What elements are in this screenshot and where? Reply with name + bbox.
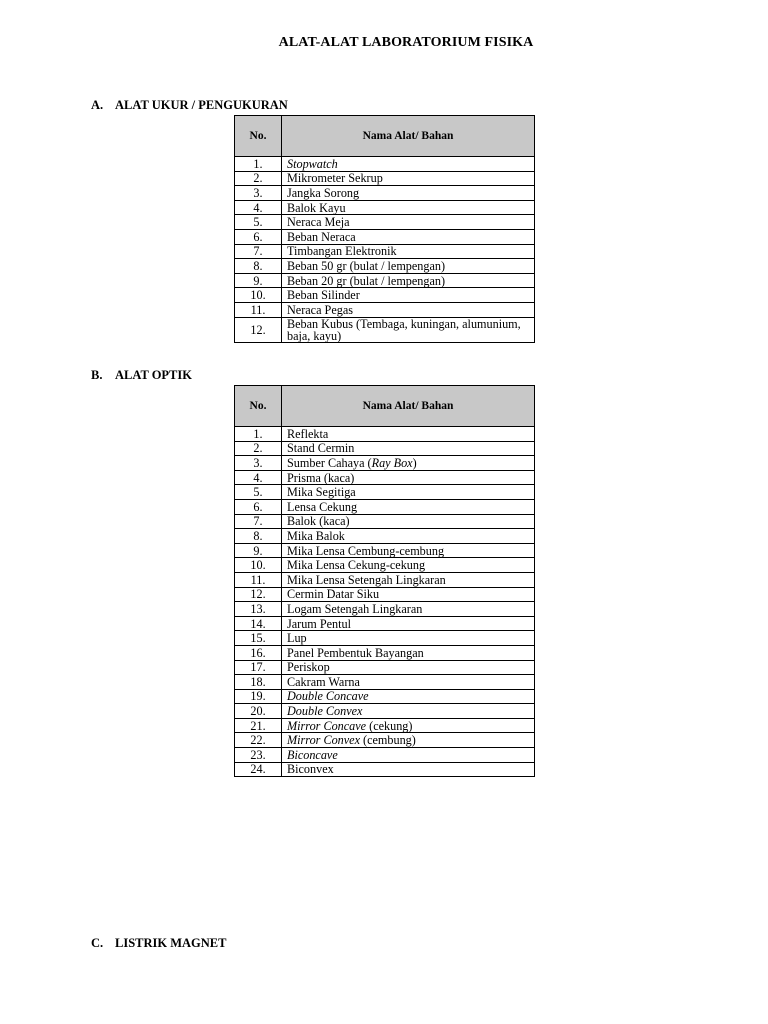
item-name-text: ) [412, 455, 417, 470]
item-name-text: Mika Balok [287, 528, 345, 543]
item-name [282, 529, 535, 544]
item-name [282, 748, 535, 763]
section-letter: B. [91, 368, 103, 382]
item-name-text: (cekung) [366, 718, 413, 733]
item-name [282, 718, 535, 733]
item-name-text: Neraca Pegas [287, 302, 353, 317]
item-name [282, 244, 535, 259]
item-name-text: Mika Lensa Setengah Lingkaran [287, 572, 446, 587]
item-name-text: Sumber Cahaya ( [287, 455, 372, 470]
row-number: 9. [235, 273, 282, 288]
row-number: 3. [235, 186, 282, 201]
section-heading-c [91, 936, 226, 951]
item-name [282, 762, 535, 777]
section-heading-b [91, 368, 192, 383]
item-name-text: Balok Kayu [287, 200, 346, 215]
item-name [282, 645, 535, 660]
table-row [235, 587, 535, 602]
item-name-text: Stopwatch [287, 156, 338, 171]
section-heading-a [91, 98, 288, 113]
table-row [235, 470, 535, 485]
item-name [282, 499, 535, 514]
table-row [235, 441, 535, 456]
table-row [235, 543, 535, 558]
row-number: 6. [235, 229, 282, 244]
row-number: 17. [235, 660, 282, 675]
table-row [235, 157, 535, 172]
table-row [235, 229, 535, 244]
table-row [235, 529, 535, 544]
item-name-text: Beban Silinder [287, 288, 360, 303]
column-header-name: Nama Alat/ Bahan [282, 386, 535, 427]
row-number: 2. [235, 441, 282, 456]
row-number: 21. [235, 718, 282, 733]
table-row [235, 244, 535, 259]
item-name-text: Mirror Concave [287, 718, 367, 733]
item-name-text: Prisma (kaca) [287, 470, 355, 485]
item-name [282, 572, 535, 587]
table-row [235, 427, 535, 442]
table-row [235, 631, 535, 646]
item-name-text: Beban 20 gr (bulat / lempengan) [287, 273, 446, 288]
item-name [282, 704, 535, 719]
row-number: 7. [235, 514, 282, 529]
row-number: 4. [235, 200, 282, 215]
table-row [235, 200, 535, 215]
table-row [235, 675, 535, 690]
item-name-text: Periskop [287, 660, 330, 675]
item-name [282, 558, 535, 573]
item-name-text: Timbangan Elektronik [287, 244, 397, 259]
table-row [235, 215, 535, 230]
item-name-text: Beban Kubus (Tembaga, kuningan, alumunium, baja, kayu) [287, 316, 521, 343]
row-number: 6. [235, 499, 282, 514]
equipment-table-a [234, 115, 535, 343]
item-name-text: Mika Segitiga [287, 485, 356, 500]
item-name [282, 470, 535, 485]
item-name-text: Stand Cermin [287, 441, 355, 456]
row-number: 19. [235, 689, 282, 704]
item-name-text: Lup [287, 631, 307, 646]
table-row [235, 733, 535, 748]
item-name [282, 660, 535, 675]
item-name [282, 200, 535, 215]
item-name [282, 631, 535, 646]
table-row [235, 572, 535, 587]
row-number: 16. [235, 645, 282, 660]
item-name [282, 441, 535, 456]
row-number: 4. [235, 470, 282, 485]
item-name [282, 602, 535, 617]
item-name-text: Mika Lensa Cembung-cembung [287, 543, 445, 558]
column-header-no: No. [235, 116, 282, 157]
item-name [282, 689, 535, 704]
row-number: 11. [235, 572, 282, 587]
item-name-text: Mika Lensa Cekung-cekung [287, 558, 426, 573]
table-row [235, 748, 535, 763]
table-row [235, 171, 535, 186]
table-row [235, 660, 535, 675]
item-name-text: Beban Neraca [287, 229, 356, 244]
table-row [235, 718, 535, 733]
table-row [235, 558, 535, 573]
row-number: 3. [235, 456, 282, 471]
item-name-text: Reflekta [287, 426, 329, 441]
table-row [235, 616, 535, 631]
item-name [282, 273, 535, 288]
item-name-text: Neraca Meja [287, 215, 350, 230]
document-title: ALAT-ALAT LABORATORIUM FISIKA [278, 35, 534, 50]
item-name-text: Biconvex [287, 762, 334, 777]
row-number: 12. [235, 317, 282, 342]
item-name-text: Mikrometer Sekrup [287, 171, 383, 186]
item-name-text: Lensa Cekung [287, 499, 358, 514]
item-name-text: Jarum Pentul [287, 616, 351, 631]
row-number: 2. [235, 171, 282, 186]
table-row [235, 689, 535, 704]
table-row [235, 485, 535, 500]
item-name-text: Logam Setengah Lingkaran [287, 601, 423, 616]
item-name [282, 675, 535, 690]
item-name [282, 302, 535, 317]
row-number: 12. [235, 587, 282, 602]
row-number: 8. [235, 529, 282, 544]
row-number: 22. [235, 733, 282, 748]
item-name-text: Mirror Convex [287, 733, 360, 748]
item-name [282, 733, 535, 748]
item-name [282, 186, 535, 201]
item-name [282, 288, 535, 303]
table-row [235, 186, 535, 201]
item-name [282, 587, 535, 602]
row-number: 23. [235, 748, 282, 763]
table-row [235, 645, 535, 660]
table-row [235, 456, 535, 471]
table-row [235, 514, 535, 529]
item-name [282, 259, 535, 274]
item-name [282, 543, 535, 558]
table-row [235, 317, 535, 342]
row-number: 5. [235, 485, 282, 500]
item-name-text: Panel Pembentuk Bayangan [287, 645, 424, 660]
item-name [282, 485, 535, 500]
item-name [282, 456, 535, 471]
item-name [282, 616, 535, 631]
row-number: 15. [235, 631, 282, 646]
row-number: 9. [235, 543, 282, 558]
row-number: 5. [235, 215, 282, 230]
item-name [282, 215, 535, 230]
table-row [235, 259, 535, 274]
row-number: 24. [235, 762, 282, 777]
item-name-text: Biconcave [287, 747, 338, 762]
item-name-text: Ray Box [371, 455, 413, 470]
section-letter: C. [91, 936, 104, 950]
row-number: 18. [235, 675, 282, 690]
item-name [282, 427, 535, 442]
item-name-text: Double Concave [287, 689, 369, 704]
column-header-name: Nama Alat/ Bahan [282, 116, 535, 157]
row-number: 7. [235, 244, 282, 259]
row-number: 20. [235, 704, 282, 719]
row-number: 11. [235, 302, 282, 317]
table-row [235, 302, 535, 317]
row-number: 1. [235, 157, 282, 172]
item-name [282, 317, 535, 342]
item-name-text: Beban 50 gr (bulat / lempengan) [287, 258, 446, 273]
row-number: 10. [235, 288, 282, 303]
item-name [282, 157, 535, 172]
section-title: ALAT UKUR / PENGUKURAN [115, 98, 288, 112]
item-name-text: Cakram Warna [287, 674, 360, 689]
column-header-no: No. [235, 386, 282, 427]
row-number: 14. [235, 616, 282, 631]
item-name [282, 229, 535, 244]
row-number: 13. [235, 602, 282, 617]
item-name-text: Jangka Sorong [287, 185, 360, 200]
row-number: 10. [235, 558, 282, 573]
table-row [235, 273, 535, 288]
item-name [282, 171, 535, 186]
row-number: 8. [235, 259, 282, 274]
item-name-text: (cembung) [360, 733, 416, 748]
section-title: LISTRIK MAGNET [115, 936, 227, 950]
table-row [235, 499, 535, 514]
table-row [235, 704, 535, 719]
item-name-text: Double Convex [287, 704, 363, 719]
section-title: ALAT OPTIK [115, 368, 192, 382]
item-name [282, 514, 535, 529]
row-number: 1. [235, 427, 282, 442]
table-row [235, 288, 535, 303]
equipment-table-b [234, 385, 535, 777]
item-name-text: Balok (kaca) [287, 514, 350, 529]
table-row [235, 602, 535, 617]
table-row [235, 762, 535, 777]
item-name-text: Cermin Datar Siku [287, 587, 380, 602]
section-letter: A. [91, 98, 104, 112]
